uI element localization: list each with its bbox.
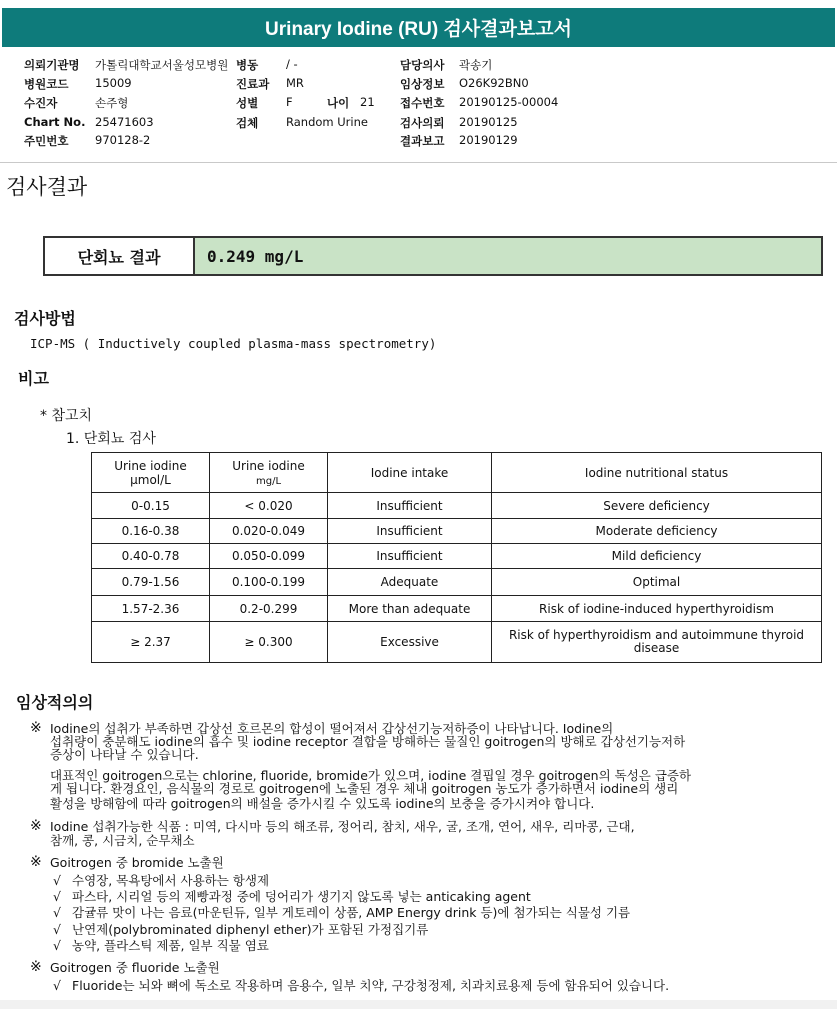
clinical-info-label: 임상정보	[400, 77, 445, 91]
table-header: Urine iodine µmol/L	[92, 453, 210, 493]
note-mark: ※	[30, 818, 42, 834]
method-heading: 검사방법	[14, 309, 76, 328]
table-header: Iodine intake	[328, 453, 492, 493]
ward-value: / -	[286, 57, 298, 71]
reference-table	[91, 452, 822, 663]
check-icon: √	[53, 889, 61, 904]
doctor-label: 담당의사	[400, 58, 445, 72]
note-line: Fluoride는 뇌와 뼈에 독소로 작용하며 음용수, 일부 치약, 구강청정제, 치과치료용제 등에 함유되어 있습니다.	[72, 978, 670, 993]
hospital-code-label: 병원코드	[24, 77, 69, 91]
institution-label: 의뢰기관명	[24, 58, 80, 72]
note-line: 난연제(polybrominated diphenyl ether)가 포함된 가정집기류	[72, 922, 429, 937]
sex-value: F	[286, 95, 293, 109]
result-label: 단회뇨 결과	[45, 238, 195, 274]
reference-subtitle: 1. 단회뇨 검사	[66, 431, 156, 447]
table-row: 0.79-1.56 0.100-0.199 Adequate Optimal	[92, 569, 822, 596]
age-value: 21	[360, 95, 375, 109]
note-line: 파스타, 시리얼 등의 제빵과정 중에 덩어리가 생기지 않도록 넣는 anticaking agent	[72, 889, 531, 904]
patient-label: 수진자	[24, 96, 58, 110]
result-box	[43, 236, 823, 276]
method-text: ICP-MS ( Inductively coupled plasma-mass spectrometry)	[30, 336, 437, 351]
check-icon: √	[53, 938, 61, 953]
dept-label: 진료과	[236, 77, 270, 91]
clinical-info-value: O26K92BN0	[459, 76, 529, 90]
patient-value: 손주형	[95, 96, 129, 110]
check-icon: √	[53, 873, 61, 888]
note-line: 감귤류 맛이 나는 음료(마운틴듀, 일부 게토레이 상품, AMP Energy drink 등)에 첨가되는 식물성 기름	[72, 905, 631, 920]
table-row: 0.40-0.78 0.050-0.099 Insufficient Mild deficiency	[92, 544, 822, 569]
result-value: 0.249 mg/L	[195, 238, 821, 274]
check-icon: √	[53, 905, 61, 920]
remark-heading: 비고	[18, 369, 49, 388]
request-label: 검사의뢰	[400, 116, 445, 130]
note-line: 수영장, 목욕탕에서 사용하는 항생제	[72, 873, 270, 888]
rrn-value: 970128-2	[95, 133, 151, 147]
note-mark: ※	[30, 720, 42, 736]
ward-label: 병동	[236, 58, 259, 72]
check-icon: √	[53, 922, 61, 937]
reference-title: * 참고치	[40, 408, 93, 424]
table-row: 0-0.15 < 0.020 Insufficient Severe deficiency	[92, 493, 822, 519]
note-line: Iodine의 섭취가 부족하면 갑상선 호르몬의 합성이 떨어져서 갑상선기능저하증이 나타납니다. Iodine의	[50, 721, 614, 736]
note-line: 참깨, 콩, 시금치, 순무채소	[50, 833, 195, 848]
header-divider	[0, 162, 837, 163]
specimen-value: Random Urine	[286, 115, 368, 129]
rrn-label: 주민번호	[24, 134, 69, 148]
note-line: 섭취량이 충분해도 iodine의 흡수 및 iodine receptor 결합을 방해하는 물질인 goitrogen의 방해로 갑상선기능저하	[50, 734, 686, 749]
hospital-code-value: 15009	[95, 76, 132, 90]
chart-value: 25471603	[95, 115, 154, 129]
report-title: Urinary Iodine (RU) 검사결과보고서	[2, 8, 835, 47]
note-mark: ※	[30, 959, 42, 975]
note-mark: ※	[30, 854, 42, 870]
note-line: 활성을 방해함에 따라 goitrogen의 배설을 증가시킬 수 있도록 iodine의 보충을 증가시켜야 합니다.	[50, 796, 595, 811]
receipt-value: 20190125-00004	[459, 95, 559, 109]
result-heading: 검사결과	[6, 175, 88, 199]
age-label: 나이	[327, 96, 350, 110]
note-line: Iodine 섭취가능한 식품 : 미역, 다시마 등의 해조류, 정어리, 참치, 새우, 굴, 조개, 연어, 새우, 리마콩, 근대,	[50, 819, 635, 834]
table-header: Urine iodine mg/L	[210, 453, 328, 493]
table-row: 1.57-2.36 0.2-0.299 More than adequate Risk of iodine-induced hyperthyroidism	[92, 596, 822, 622]
report-date-label: 결과보고	[400, 134, 445, 148]
note-title: Goitrogen 중 bromide 노출원	[50, 855, 224, 870]
note-line: 게 됩니다. 환경요인, 음식물의 경로로 goitrogen에 노출된 경우 체내 goitrogen 농도가 증가하면서 iodine의 생리	[50, 781, 679, 796]
table-header: Iodine nutritional status	[492, 453, 822, 493]
receipt-label: 접수번호	[400, 96, 445, 110]
note-title: Goitrogen 중 fluoride 노출원	[50, 960, 220, 975]
check-icon: √	[53, 978, 61, 993]
report-date-value: 20190129	[459, 133, 518, 147]
specimen-label: 검체	[236, 116, 259, 130]
sex-label: 성별	[236, 96, 259, 110]
note-line: 증상이 나타날 수 있습니다.	[50, 747, 199, 762]
clinical-heading: 임상적의의	[16, 693, 94, 712]
note-line: 농약, 플라스틱 제품, 일부 직물 염료	[72, 938, 269, 953]
dept-value: MR	[286, 76, 304, 90]
table-row: 0.16-0.38 0.020-0.049 Insufficient Moderate deficiency	[92, 519, 822, 544]
request-value: 20190125	[459, 115, 518, 129]
doctor-value: 곽송기	[459, 58, 493, 72]
table-row: ≥ 2.37 ≥ 0.300 Excessive Risk of hyperthyroidism and autoimmune thyroid disease	[92, 622, 822, 663]
note-line: 대표적인 goitrogen으로는 chlorine, fluoride, bromide가 있으며, iodine 결핍일 경우 goitrogen의 독성은 급증하	[50, 768, 692, 783]
chart-label: Chart No.	[24, 115, 86, 129]
institution-value: 가톨릭대학교서울성모병원	[95, 58, 229, 72]
